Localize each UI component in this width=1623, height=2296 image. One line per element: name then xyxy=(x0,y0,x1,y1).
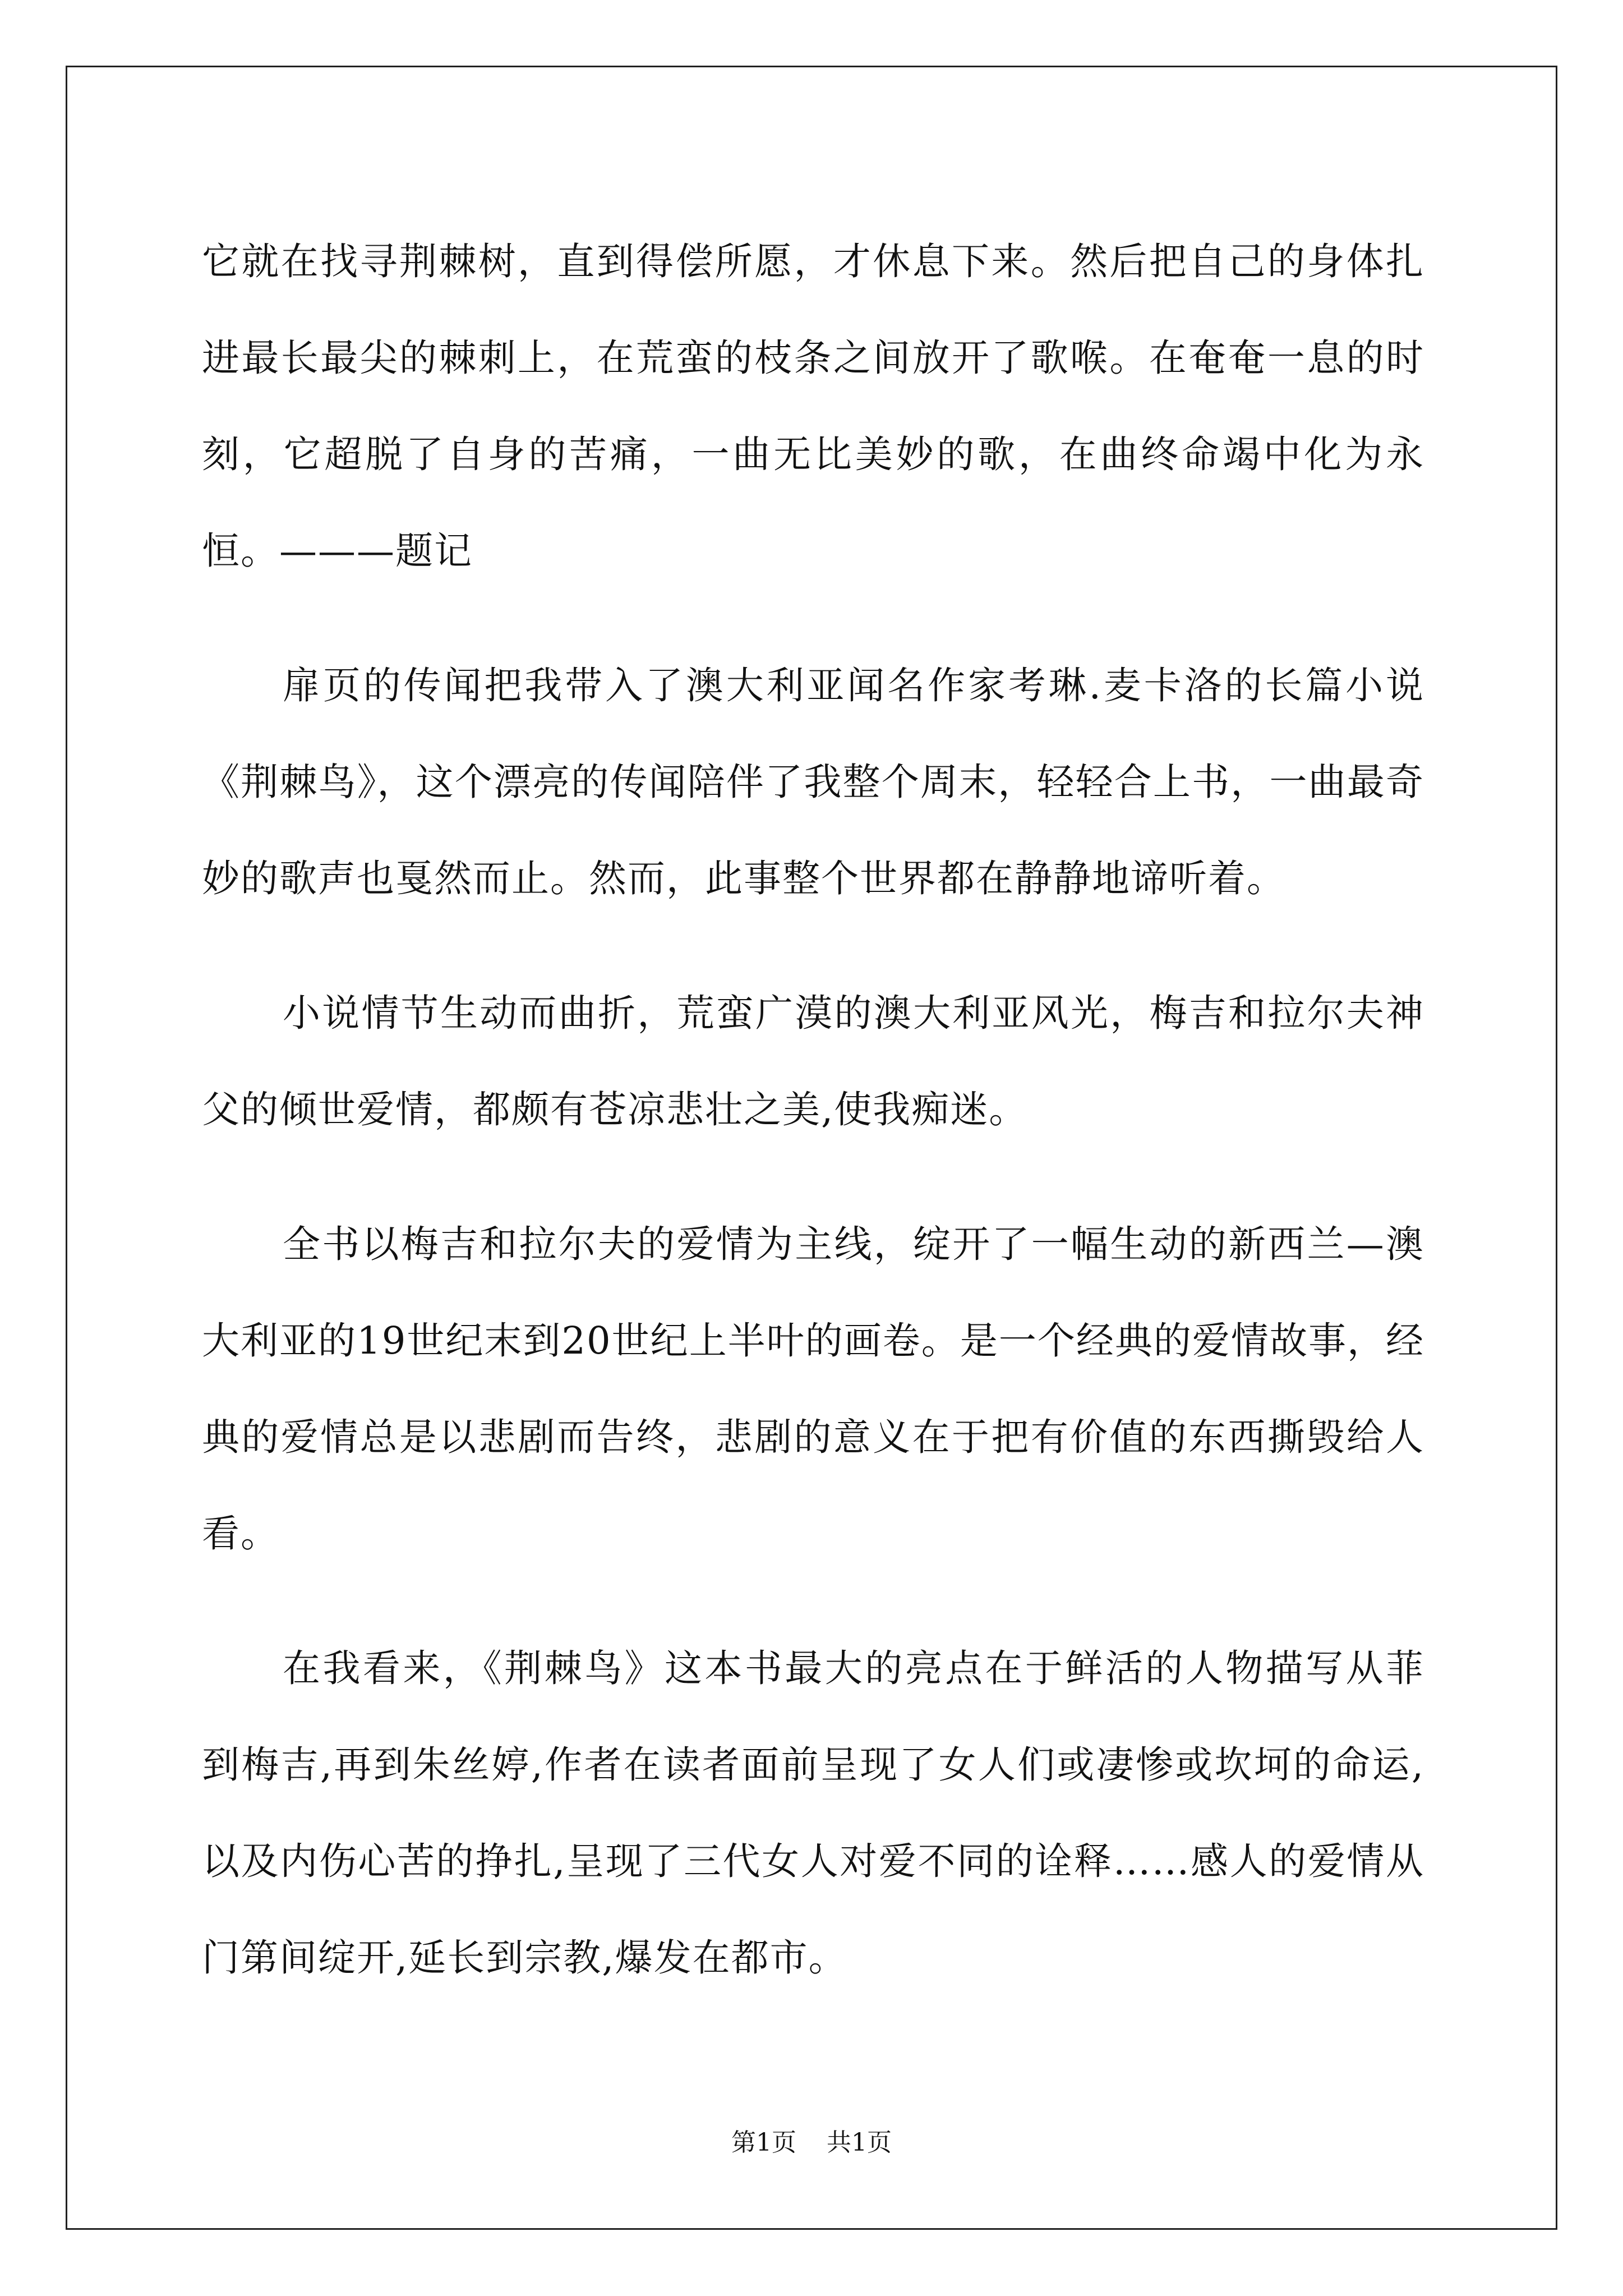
page-total: 共1页 xyxy=(827,2128,892,2157)
paragraph-intro: 扉页的传闻把我带入了澳大利亚闻名作家考琳.麦卡洛的长篇小说《荆棘鸟》，这个漂亮的传闻陪伴了我整个周末，轻轻合上书，一曲最奇妙的歌声也戛然而止。然而，此事整个世界都在静静地谛听着。 xyxy=(202,664,1424,900)
paragraph-epigraph: 它就在找寻荆棘树，直到得偿所愿，才休息下来。然后把自己的身体扎进最长最尖的棘刺上，在荒蛮的枝条之间放开了歌喉。在奄奄一息的时刻，它超脱了自身的苦痛，一曲无比美妙的歌，在曲终命竭中化为永恒。———题记 xyxy=(202,240,1424,573)
paragraph-plot: 小说情节生动而曲折，荒蛮广漠的澳大利亚风光，梅吉和拉尔夫神父的倾世爱情，都颇有苍凉悲壮之美,使我痴迷。 xyxy=(202,991,1424,1131)
paragraph-characters: 在我看来，《荆棘鸟》这本书最大的亮点在于鲜活的人物描写从菲到梅吉,再到朱丝婷,作者在读者面前呈现了女人们或凄惨或坎坷的命运,以及内伤心苦的挣扎,呈现了三代女人对爱不同的诠释……感人的爱情从门第间绽开,延长到宗教,爆发在都市。 xyxy=(202,1646,1424,1980)
page-footer xyxy=(0,2126,1623,2160)
paragraph-theme: 全书以梅吉和拉尔夫的爱情为主线，绽开了一幅生动的新西兰—澳大利亚的19世纪末到20世纪上半叶的画卷。是一个经典的爱情故事，经典的爱情总是以悲剧而告终，悲剧的意义在于把有价值的东西撕毁给人看。 xyxy=(202,1222,1424,1556)
document-body xyxy=(202,213,1424,2044)
page-number: 第1页 xyxy=(731,2128,796,2157)
